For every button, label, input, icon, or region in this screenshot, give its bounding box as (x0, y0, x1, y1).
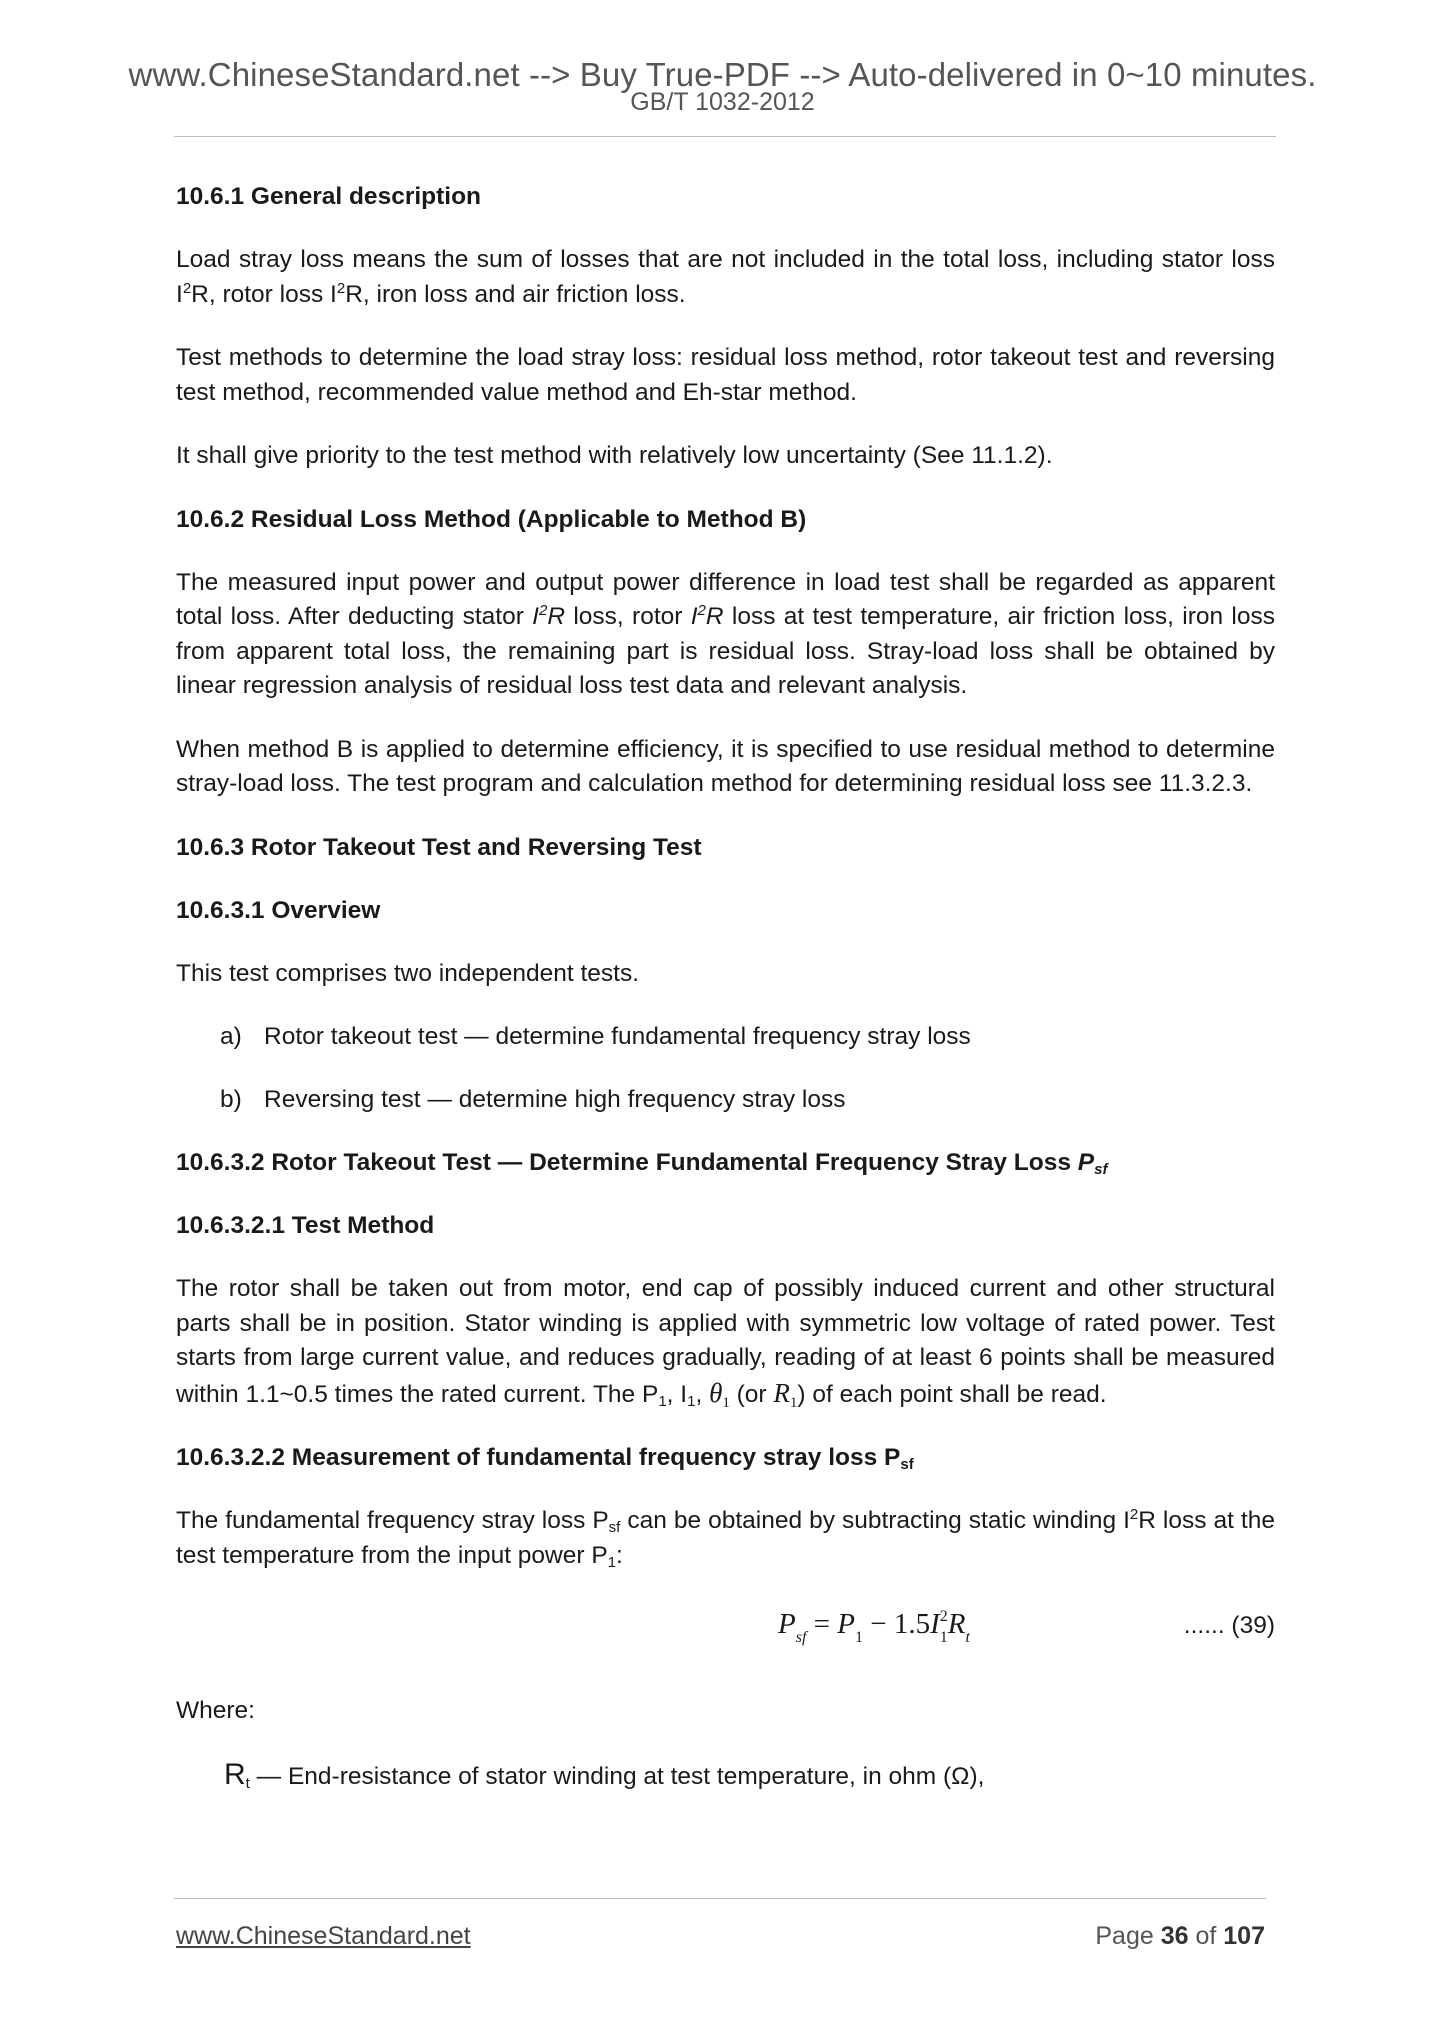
header-divider (174, 136, 1276, 137)
where-label: Where: (176, 1697, 255, 1724)
section-heading-10-6-3-2-1: 10.6.3.2.1 Test Method (176, 1212, 435, 1239)
equation-formula: $P_{sf} = P_1 - 1.5I_1^2R_t$ (778, 1608, 970, 1646)
paragraph: This test comprises two independent tests. (176, 959, 639, 987)
list-label: b) (220, 1086, 242, 1113)
section-heading-10-6-3-1: 10.6.3.1 Overview (176, 896, 381, 924)
section-heading-10-6-3: 10.6.3 Rotor Takeout Test and Reversing Test (176, 833, 702, 861)
equation-39 (176, 1602, 1275, 1658)
paragraph: When method B is applied to determine efficiency, it is specified to use residual method to determine stray-load loss. The test program and calculation method for determining residual loss see 11.3.2.3. (176, 735, 1275, 797)
paragraph: Test methods to determine the load stray loss: residual loss method, rotor takeout test and reversing test method, recommended value method and Eh-star method. (176, 344, 1275, 406)
section-heading-10-6-3-2: 10.6.3.2 Rotor Takeout Test — Determine Fundamental Frequency Stray Loss $P_{sf}$ (176, 1149, 1108, 1178)
where-definition: $R_t$ — End-resistance of stator winding at test temperature, in ohm (Ω), (224, 1757, 985, 1792)
section-heading-10-6-1: 10.6.1 General description (176, 183, 482, 210)
footer-divider (174, 1898, 1266, 1899)
paragraph: The measured input power and output power difference in load test shall be regarded as apparent total loss. After deducting stator $I^2R$ loss, rotor $I^2R$ loss at test temperature, air friction loss, iron loss from apparent total loss, the remaining part is residual loss. Stray-load loss shall be obtained by linear regression analysis of residual loss test data and relevant analysis. (176, 568, 1275, 699)
footer-site-link[interactable]: www.ChineseStandard.net (176, 1922, 471, 1950)
paragraph: The rotor shall be taken out from motor, end cap of possibly induced current and other structural parts shall be in position. Stator winding is applied with symmetric low voltage of rated power. Test starts from large current value, and reduces gradually, reading of at least 6 points shall be measured within 1.1~0.5 times the rated current. The $P_1$, $I_1$, $\theta_1$ (or $R_1$) of each point shall be read. (176, 1275, 1275, 1411)
page-body (176, 180, 1275, 1794)
paragraph: It shall give priority to the test method with relatively low uncertainty (See 11.1.2). (176, 442, 1053, 469)
paragraph: Load stray loss means the sum of losses that are not included in the total loss, including stator loss $I^2R$, rotor loss $I^2R$, iron loss and air friction loss. (176, 246, 1275, 308)
section-heading-10-6-3-2-2: 10.6.3.2.2 Measurement of fundamental frequency stray loss $P_{sf}$ (176, 1444, 914, 1473)
equation-number: ...... (39) (1183, 1612, 1275, 1639)
list-label: a) (220, 1023, 242, 1050)
document-id: GB/T 1032-2012 (630, 88, 815, 116)
list-item: b) Reversing test — determine high frequency stray loss (220, 1083, 1275, 1117)
section-heading-10-6-2: 10.6.2 Residual Loss Method (Applicable to Method B) (176, 505, 807, 533)
paragraph: The fundamental frequency stray loss $P_{sf}$ can be obtained by subtracting static winding $I^2R$ loss at the test temperature from the input power $P_1$: (176, 1506, 1275, 1571)
page-indicator: Page 36 of 107 (1095, 1922, 1265, 1950)
site-banner: www.ChineseStandard.net --> Buy True-PDF --> Auto-delivered in 0~10 minutes. (128, 56, 1317, 93)
list-item: a) Rotor takeout test — determine fundamental frequency stray loss (220, 1020, 1275, 1054)
